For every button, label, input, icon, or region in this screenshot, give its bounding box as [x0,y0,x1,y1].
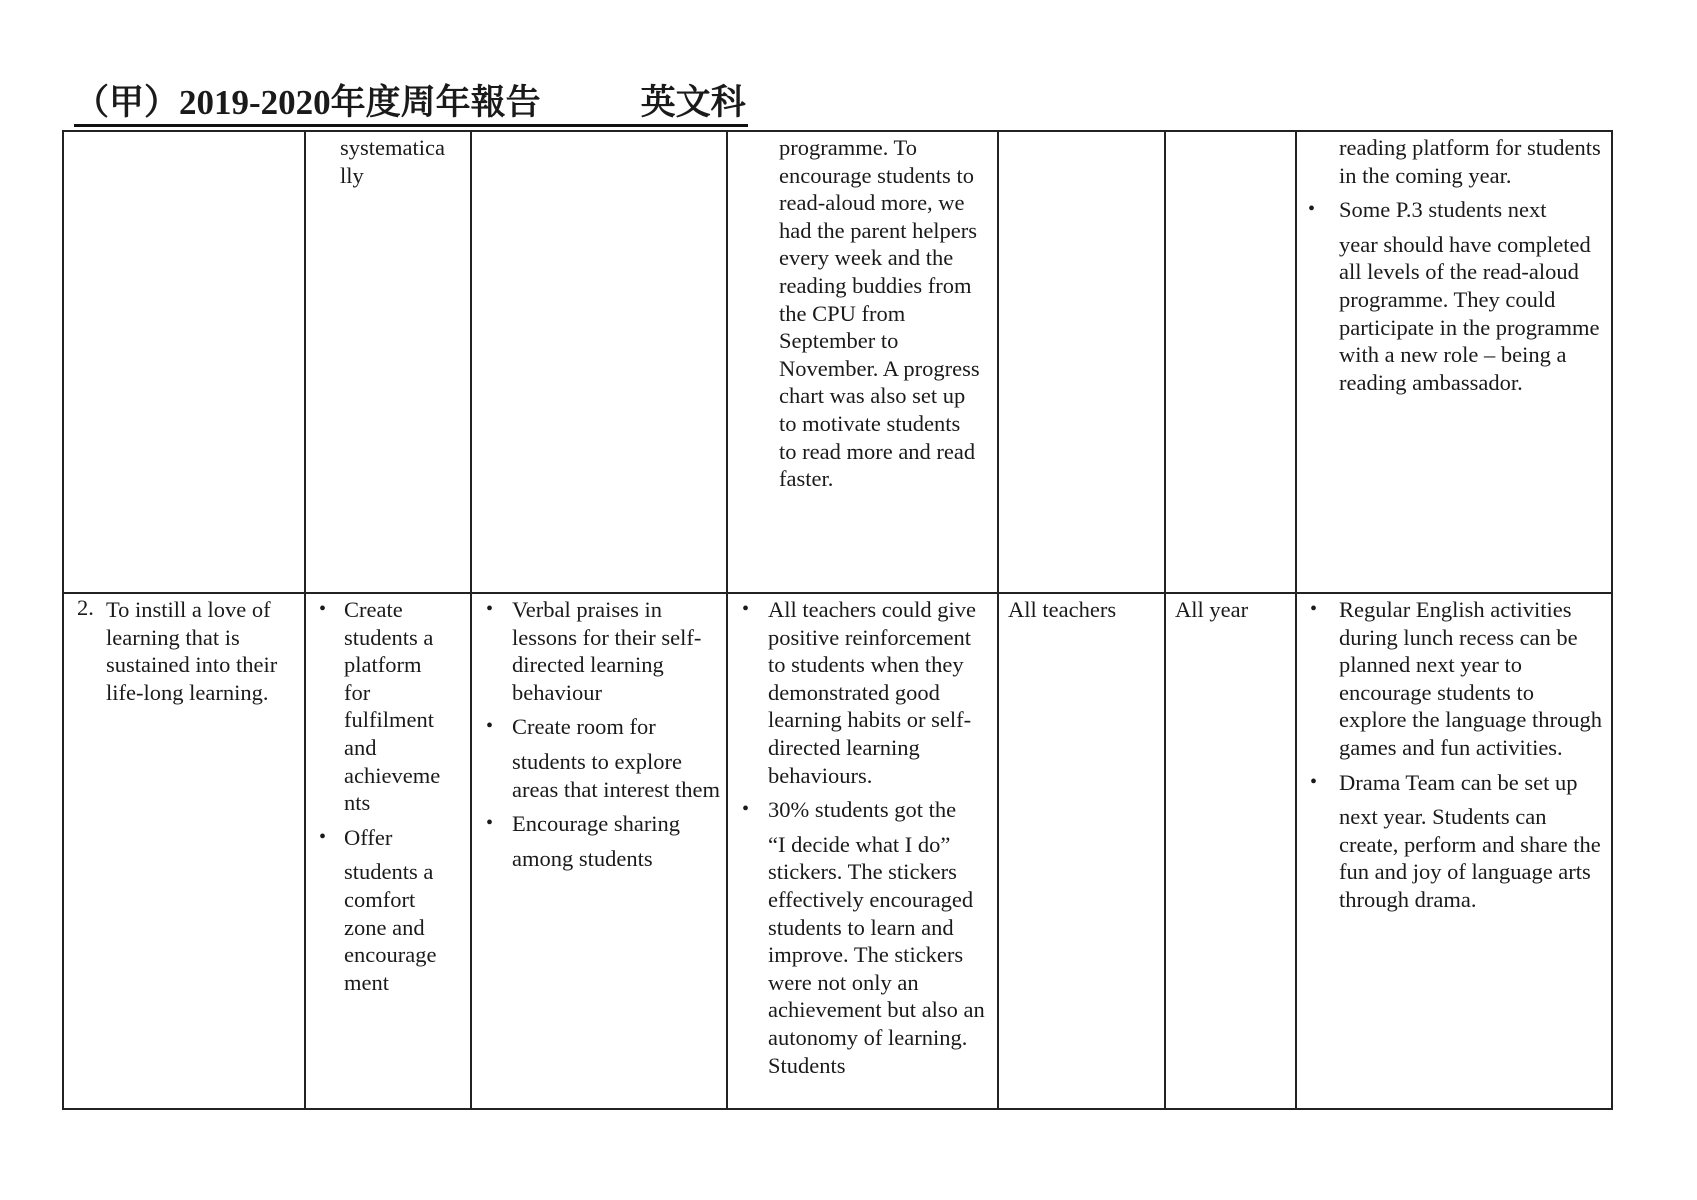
personnel-text: All teachers [1008,597,1117,622]
row2-measures-cell [471,593,727,1109]
bullet-icon: • [1308,198,1316,221]
row1-recommendation-continuation: reading platform for students in the coming year. [1339,135,1601,188]
row1-measures-cell [471,131,727,593]
list-item: • Create students a platform for fulfilment and achieveme nts [319,597,441,816]
row2-personnel-cell [998,593,1165,1109]
list-item: • Create room for students to explore areas that interest them [486,714,721,802]
bullet-icon: • [319,598,327,620]
row1-personnel-cell [998,131,1165,593]
target-text: To instill a love of learning that is sustained into their life-long learning. [106,597,278,705]
report-title-subject: 英文科 [640,83,746,122]
bullet-icon: • [742,798,750,821]
row1-target-cell [63,131,305,593]
row2-timeframe-cell [1165,593,1296,1109]
list-item: • 30% students got the “I decide what I do” stickers. The stickers effectively encouraged students to learn and improve. The stickers were not only an achievement but also an autonomy of learning. Students [742,797,985,1078]
row1-outcome-cell [727,131,998,593]
table-row [63,593,1612,1109]
row1-strategy-text: systematica lly [340,135,445,188]
bullet-icon: • [319,825,327,848]
list-item: • Encourage sharing among students [486,811,681,871]
table-row [63,131,1612,593]
row1-strategy-cell [305,131,471,593]
list-item: • Some P.3 students next year should have completed all levels of the read-aloud programme. They could participate in the programme with a new role – being a reading ambassador. [1308,197,1600,395]
bullet-icon: • [486,715,494,738]
row2-outcome-cell [727,593,998,1109]
target-number: 2. [77,595,94,620]
bullet-icon: • [486,598,494,620]
list-item: • Drama Team can be set up next year. Students can create, perform and share the fun and joy of language arts through drama. [1310,769,1601,912]
list-item: • Verbal praises in lessons for their self-directed learning behaviour [486,597,702,705]
list-item: • Regular English activities during lunch recess can be planned next year to encourage students to explore the language through games and fun activities. [1310,597,1603,760]
report-title-left: （甲）2019-2020年度周年報告 [74,83,541,122]
timeframe-text: All year [1175,597,1249,622]
bullet-icon: • [742,598,750,620]
row1-recommendation-cell [1296,131,1612,593]
bullet-icon: • [486,812,494,835]
row1-outcome-text: programme. To encourage students to read-aloud more, we had the parent helpers every week and the reading buddies from the CPU from September to November. A progress chart was also set up to motivate students to read more and read faster. [779,135,980,492]
report-title [74,82,748,127]
row2-recommendation-cell [1296,593,1612,1109]
row2-strategy-cell [305,593,471,1109]
row2-target-cell [63,593,305,1109]
bullet-icon: • [1310,770,1318,793]
list-item: • Offer students a comfort zone and encourage ment [319,824,437,995]
bullet-icon: • [1310,598,1318,620]
annual-report-table [62,130,1613,1110]
list-item: • All teachers could give positive reinforcement to students when they demonstrated good learning habits or self-directed learning behaviours. [742,597,977,788]
row1-timeframe-cell [1165,131,1296,593]
